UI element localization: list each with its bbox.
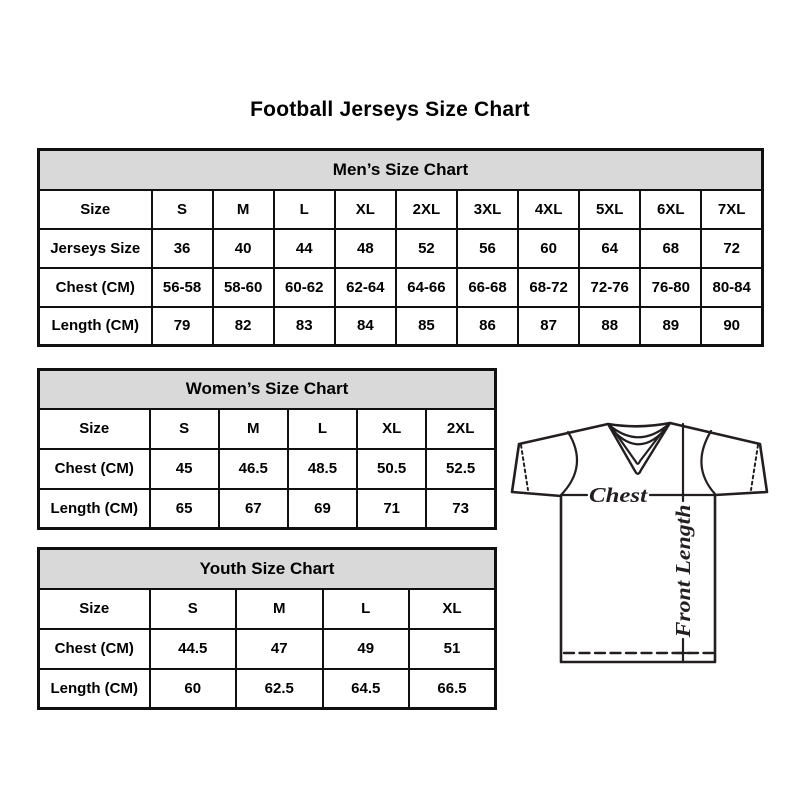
size-column-header: 2XL (396, 190, 457, 229)
measurement-cell: 58-60 (213, 268, 274, 307)
measurement-cell: 72 (701, 229, 762, 268)
measurement-cell: 86 (457, 307, 518, 346)
measurement-cell: 62.5 (236, 669, 323, 709)
measurement-cell: 52.5 (426, 449, 495, 489)
measurement-cell: 60-62 (274, 268, 335, 307)
measurement-cell: 47 (236, 629, 323, 669)
row-label: Chest (CM) (39, 268, 152, 307)
measurement-cell: 60 (518, 229, 579, 268)
womens-size-table (37, 368, 497, 530)
measurement-cell: 68-72 (518, 268, 579, 307)
measurement-cell: 50.5 (357, 449, 426, 489)
measurement-cell: 48 (335, 229, 396, 268)
jersey-outline (512, 423, 767, 662)
measurement-cell: 64.5 (323, 669, 410, 709)
youth-size-table (37, 547, 497, 710)
jersey-measurement-diagram (505, 400, 775, 670)
measurement-cell: 46.5 (219, 449, 288, 489)
row-label: Length (CM) (39, 307, 152, 346)
measurement-row (39, 307, 763, 346)
size-column-header: 3XL (457, 190, 518, 229)
measurement-cell: 40 (213, 229, 274, 268)
measurement-cell: 83 (274, 307, 335, 346)
measurement-cell: 80-84 (701, 268, 762, 307)
measurement-cell: 90 (701, 307, 762, 346)
measurement-cell: 88 (579, 307, 640, 346)
measurement-cell: 87 (518, 307, 579, 346)
measurement-cell: 89 (640, 307, 701, 346)
size-row-label: Size (39, 589, 150, 629)
measurement-cell: 66-68 (457, 268, 518, 307)
size-column-header: XL (335, 190, 396, 229)
measurement-cell: 60 (150, 669, 237, 709)
front-length-label: Front Length (671, 520, 695, 638)
measurement-cell: 85 (396, 307, 457, 346)
size-column-header: 4XL (518, 190, 579, 229)
jersey-diagram-svg (505, 400, 775, 670)
measurement-cell: 66.5 (409, 669, 496, 709)
row-label: Length (CM) (39, 669, 150, 709)
measurement-cell: 79 (152, 307, 213, 346)
size-column-header: S (152, 190, 213, 229)
size-column-header: L (288, 409, 357, 449)
size-row-label: Size (39, 190, 152, 229)
measurement-cell: 64-66 (396, 268, 457, 307)
page-title: Football Jerseys Size Chart (250, 98, 530, 121)
measurement-cell: 71 (357, 489, 426, 529)
size-column-header: M (219, 409, 288, 449)
row-label: Chest (CM) (39, 449, 150, 489)
measurement-row (39, 268, 763, 307)
size-column-header: XL (357, 409, 426, 449)
measurement-row (39, 669, 496, 709)
measurement-row (39, 229, 763, 268)
measurement-row (39, 489, 496, 529)
row-label: Length (CM) (39, 489, 150, 529)
right-sleeve-dashed-line (751, 445, 758, 490)
row-label: Chest (CM) (39, 629, 150, 669)
size-header-row (39, 409, 496, 449)
measurement-row (39, 629, 496, 669)
measurement-cell: 56 (457, 229, 518, 268)
table-title: Women’s Size Chart (39, 370, 496, 409)
size-column-header: M (236, 589, 323, 629)
left-sleeve-dashed-line (521, 445, 528, 490)
table-title: Men’s Size Chart (39, 150, 763, 190)
measurement-cell: 45 (150, 449, 219, 489)
right-armhole-seam (701, 431, 715, 494)
row-label: Jerseys Size (39, 229, 152, 268)
measurement-cell: 49 (323, 629, 410, 669)
measurement-cell: 48.5 (288, 449, 357, 489)
measurement-cell: 36 (152, 229, 213, 268)
size-column-header: XL (409, 589, 496, 629)
measurement-cell: 73 (426, 489, 495, 529)
measurement-cell: 52 (396, 229, 457, 268)
measurement-cell: 56-58 (152, 268, 213, 307)
measurement-cell: 76-80 (640, 268, 701, 307)
left-armhole-seam (561, 432, 577, 495)
size-column-header: M (213, 190, 274, 229)
measurement-cell: 44 (274, 229, 335, 268)
size-column-header: L (274, 190, 335, 229)
table-title: Youth Size Chart (39, 549, 496, 589)
measurement-cell: 84 (335, 307, 396, 346)
measurement-cell: 69 (288, 489, 357, 529)
measurement-cell: 72-76 (579, 268, 640, 307)
size-header-row (39, 589, 496, 629)
size-column-header: S (150, 589, 237, 629)
measurement-row (39, 449, 496, 489)
table-title-row (39, 370, 496, 409)
size-column-header: 5XL (579, 190, 640, 229)
measurement-cell: 51 (409, 629, 496, 669)
size-column-header: 7XL (701, 190, 762, 229)
size-row-label: Size (39, 409, 150, 449)
measurement-cell: 82 (213, 307, 274, 346)
measurement-cell: 64 (579, 229, 640, 268)
mens-size-table (37, 148, 764, 347)
size-column-header: S (150, 409, 219, 449)
size-header-row (39, 190, 763, 229)
measurement-cell: 67 (219, 489, 288, 529)
measurement-cell: 65 (150, 489, 219, 529)
size-column-header: 6XL (640, 190, 701, 229)
table-title-row (39, 549, 496, 589)
size-column-header: L (323, 589, 410, 629)
size-column-header: 2XL (426, 409, 495, 449)
measurement-cell: 62-64 (335, 268, 396, 307)
measurement-cell: 68 (640, 229, 701, 268)
table-title-row (39, 150, 763, 190)
chest-label: Chest (589, 483, 649, 507)
measurement-cell: 44.5 (150, 629, 237, 669)
